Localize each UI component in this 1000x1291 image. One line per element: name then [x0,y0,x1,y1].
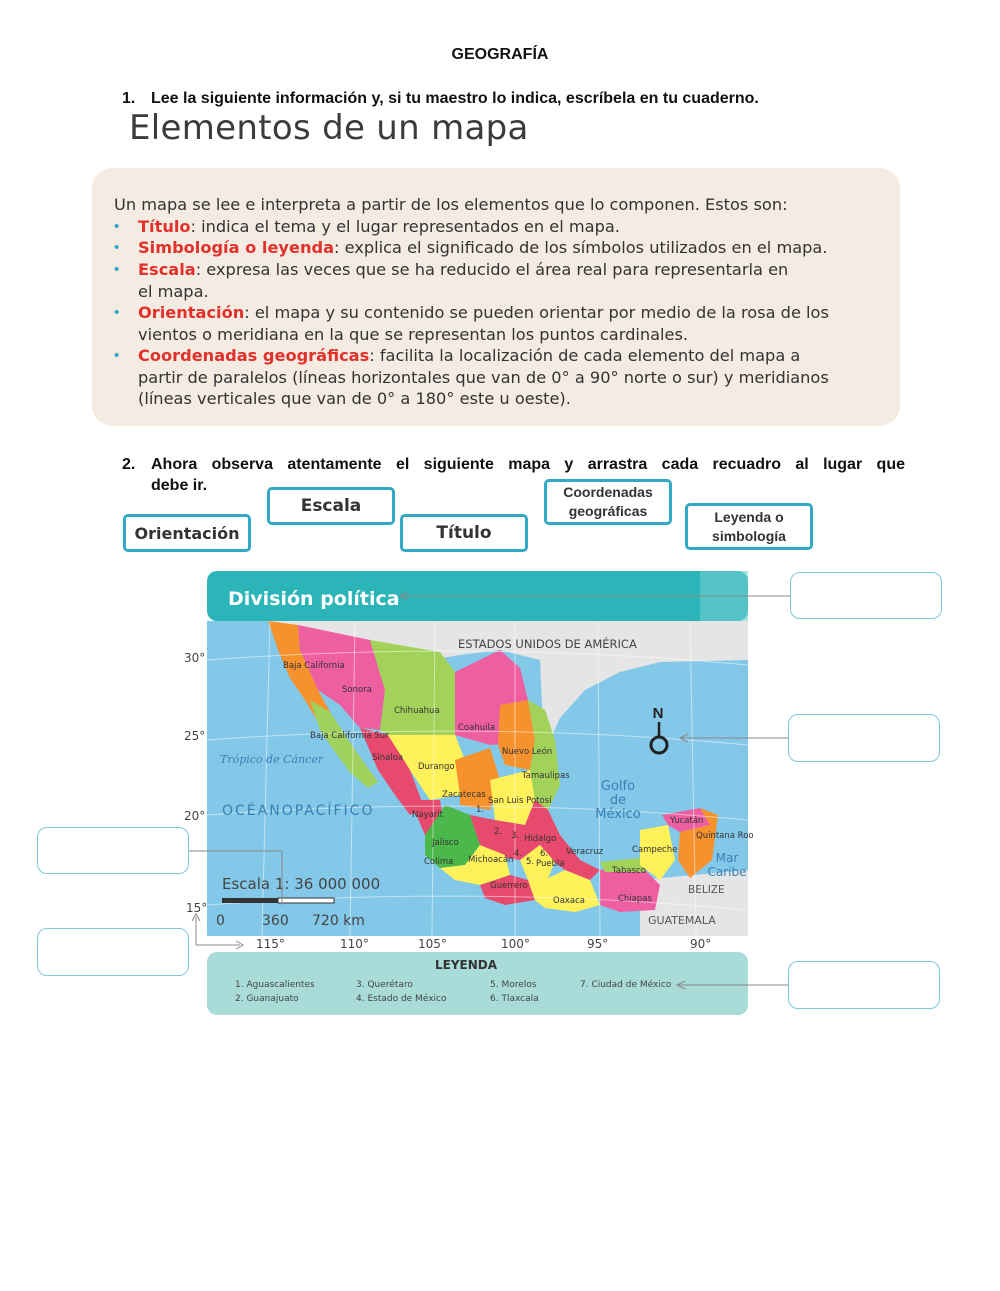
chip-leyenda-line-2: simbología [712,527,786,544]
info-desc: : indica el tema y el lugar representados en el mapa. [190,217,620,236]
info-desc: : explica el significado de los símbolos utilizados en el mapa. [334,238,828,257]
info-term: Orientación [138,303,245,322]
caribe-label-1: Mar [715,851,739,865]
bullet-icon: • [114,261,120,278]
state-label: Veracruz [566,847,604,857]
longitude-labels [256,937,711,951]
gulf-label-3: México [595,807,641,822]
state-label: Baja California [283,661,345,671]
legend-item: 3. Querétaro [356,980,413,990]
state-label: Nuevo León [502,747,553,757]
guatemala-label: GUATEMALA [648,914,716,927]
north-label: N [652,705,664,722]
info-term: Título [138,217,191,236]
scale-tick: 720 km [312,913,365,929]
legend-title: LEYENDA [434,958,498,972]
chip-coordenadas-line-1: Coordenadas [563,484,653,500]
bullet-icon: • [114,304,120,321]
state-label: Guerrero [490,881,528,891]
chip-leyenda-line-1: Leyenda o [714,508,784,525]
drop-zone-legend[interactable] [788,961,940,1009]
bullet-icon: • [114,347,120,364]
question-1-number: 1. [122,90,136,107]
chip-coordenadas-line-2: geográficas [568,503,648,519]
scale-tick: 360 [262,913,289,929]
chip-orientacion-label: Orientación [134,523,240,543]
drop-zone-orientation[interactable] [788,714,940,762]
info-desc: : el mapa y su contenido se pueden orientar por medio de la rosa de los [244,303,829,322]
state-number: 3. [511,831,520,841]
info-item-coordenadas-cont-1: partir de paralelos (líneas horizontales que van de 0° a 90° norte o sur) y meridianos [138,368,829,387]
bullet-icon: • [114,239,120,256]
question-2-number: 2. [122,456,136,473]
legend-item: 7. Ciudad de México [580,980,672,990]
drop-zone-title[interactable] [790,572,942,619]
state-number: 1. [476,805,485,815]
state-number: 6. [540,849,549,859]
state-label: Zacatecas [442,790,486,800]
info-item-coordenadas-cont-2: (líneas verticales que van de 0° a 180° este u oeste). [138,389,571,408]
state-label: Oaxaca [553,896,586,906]
state-number: 5. [526,857,535,867]
state-label: Michoacán [468,855,514,865]
state-label: Baja California Sur [310,731,389,741]
state-label: Coahuila [458,723,496,733]
bullet-icon: • [114,218,120,235]
lon-label: 105° [418,937,447,951]
lat-label: 20° [184,809,206,823]
lon-label: 110° [340,937,369,951]
section-heading: Elementos de un mapa [129,108,529,148]
state-label: Nayarit [412,810,443,820]
gulf-label-2: de [609,793,627,808]
state-label: Campeche [632,845,678,855]
state-label: Sinaloa [372,753,404,763]
usa-label: ESTADOS UNIDOS DE AMÉRICA [458,637,637,651]
scale-bar-light [278,898,334,903]
gulf-label-1: Golfo [600,779,636,794]
drop-zone-scale[interactable] [37,827,189,874]
legend-item: 4. Estado de México [356,994,447,1004]
state-label: Puebla [536,859,565,869]
lat-label: 15° [186,901,208,915]
state-label: Yucatán [670,816,704,826]
info-term: Simbología o leyenda [138,238,334,257]
subject-title: GEOGRAFÍA [451,46,549,63]
chip-escala-label: Escala [300,496,362,516]
info-item-escala-cont: el mapa. [138,282,209,301]
map-title: División política [228,588,400,610]
latitude-labels [184,651,207,915]
info-item-orientacion-cont: vientos o meridiana en la que se representan los puntos cardinales. [138,325,689,344]
ocean-label: OCÉANOPACÍFICO [222,803,375,819]
tropic-label: Trópico de Cáncer [220,753,324,766]
question-2-line-1: Ahora observa atentamente el siguiente mapa y arrastra cada recuadro al lugar que [151,456,905,473]
chip-titulo-label: Título [436,523,492,543]
legend-item: 2. Guanajuato [235,994,299,1004]
nuevo-leon-shape [498,700,535,770]
lat-label: 25° [184,729,206,743]
state-label: Chiapas [618,894,652,904]
state-label: Quintana Roo [696,831,754,841]
caribe-label-2: Caribe [707,865,747,879]
info-term: Coordenadas geográficas [138,346,370,365]
state-number: 2. [494,827,503,837]
info-intro: Un mapa se lee e interpreta a partir de los elementos que lo componen. Estos son: [114,195,788,214]
state-label: Colima [424,857,454,867]
state-label: San Luis Potosí [488,796,552,806]
scale-bar-dark [222,898,278,903]
lon-label: 90° [690,937,712,951]
legend-item: 6. Tlaxcala [490,994,539,1004]
scale-tick: 0 [216,913,225,929]
legend-item: 5. Morelos [490,980,537,990]
state-label: Jalisco [432,838,459,848]
lon-label: 115° [256,937,285,951]
state-label: Hidalgo [524,834,557,844]
drop-zone-coordinates[interactable] [37,928,189,976]
info-term: Escala [138,260,196,279]
info-desc: : facilita la localización de cada elemento del mapa a [369,346,801,365]
state-label: Chihuahua [394,706,440,716]
lat-label: 30° [184,651,206,665]
lon-label: 100° [501,937,530,951]
state-number: 4. [514,849,523,859]
state-label: Tabasco [612,866,646,876]
belize-label: BELIZE [688,884,725,896]
state-label: Sonora [342,685,372,695]
state-label: Tamaulipas [522,771,570,781]
info-desc: : expresa las veces que se ha reducido el área real para representarla en [195,260,789,279]
question-2-line-2: debe ir. [151,477,208,494]
state-label: Durango [418,762,455,772]
lon-label: 95° [587,937,609,951]
scale-label: Escala 1: 36 000 000 [222,875,381,893]
legend-item: 1. Aguascalientes [235,980,315,990]
question-1-text: Lee la siguiente información y, si tu maestro lo indica, escríbela en tu cuaderno. [151,90,759,107]
